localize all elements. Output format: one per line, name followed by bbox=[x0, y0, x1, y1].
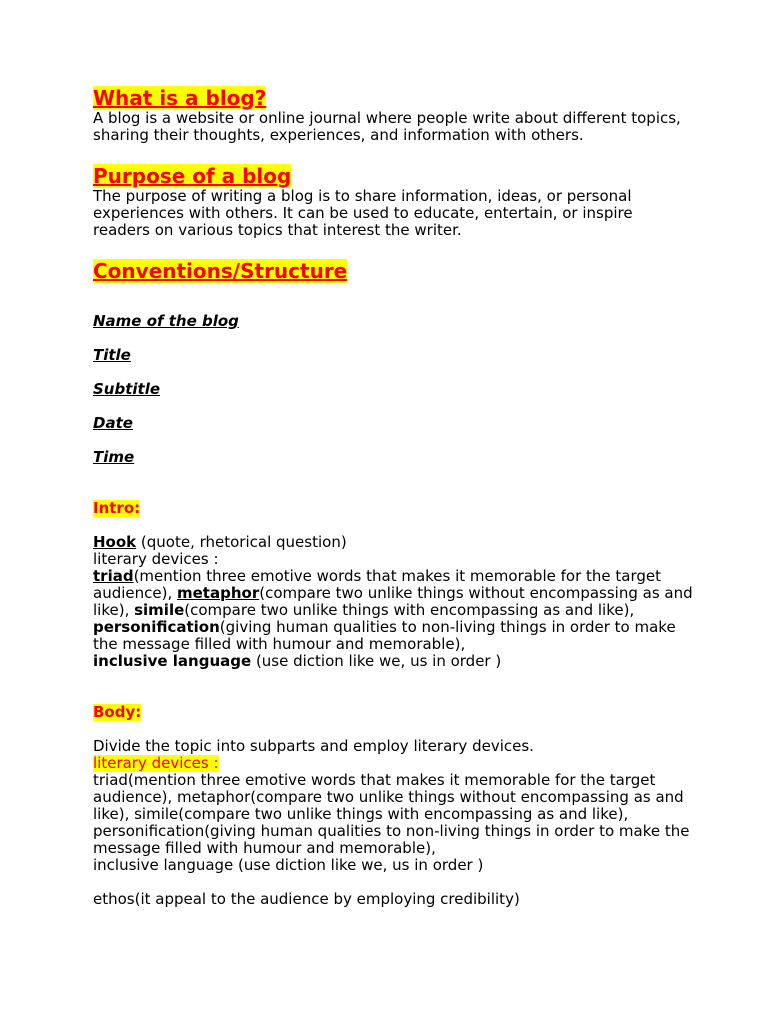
intro-devices-label: literary devices : bbox=[93, 550, 219, 568]
paragraph-what-is-a-blog: A blog is a website or online journal where people write about different topics, sharing their thoughts, experiences, and information with others. bbox=[93, 109, 681, 144]
heading-what-is-a-blog: What is a blog? bbox=[93, 86, 267, 110]
inclusive-language-term: inclusive language bbox=[93, 652, 252, 670]
inclusive-language-description: (use diction like we, us in order ) bbox=[251, 652, 502, 670]
triad-description: (mention three emotive words that makes it memorable for the target audience), bbox=[93, 567, 661, 602]
intro-inclusive-line bbox=[93, 653, 693, 670]
heading-purpose-of-a-blog: Purpose of a blog bbox=[93, 164, 292, 188]
heading-conventions-structure: Conventions/Structure bbox=[93, 259, 348, 283]
intro-hook-line bbox=[93, 534, 693, 551]
paragraph-purpose-of-a-blog: The purpose of writing a blog is to share information, ideas, or personal experiences with others. It can be used to educate, entertain, or inspire readers on various topics that interest the writer. bbox=[93, 187, 633, 239]
intro-devices-paragraph bbox=[93, 568, 693, 653]
metaphor-description: (compare two unlike things without encompassing as and like), bbox=[93, 584, 693, 619]
convention-time: Time bbox=[93, 448, 135, 466]
personification-description: (giving human qualities to non-living things in order to make the message filled with humour and memorable), bbox=[93, 618, 676, 653]
simile-description: (compare two unlike things with encompassing as and like), bbox=[184, 601, 635, 619]
body-inclusive-line: inclusive language (use diction like we, us in order ) bbox=[93, 856, 484, 874]
triad-term: triad bbox=[93, 567, 134, 585]
body-devices-label: literary devices : bbox=[93, 754, 219, 772]
hook-description: (quote, rhetorical question) bbox=[136, 533, 347, 551]
body-devices-paragraph: triad(mention three emotive words that makes it memorable for the target audience), metaphor(compare two unlike things without encompassing as and like), simile(compare two unlike things with encompassing as and like), personification(giving human qualities to non-living things in order to make the message filled with humour and memorable), bbox=[93, 771, 690, 857]
hook-term: Hook bbox=[93, 533, 137, 551]
convention-subtitle: Subtitle bbox=[93, 380, 161, 398]
metaphor-term: metaphor bbox=[177, 584, 260, 602]
convention-date: Date bbox=[93, 414, 133, 432]
simile-term: simile bbox=[134, 601, 185, 619]
convention-title: Title bbox=[93, 346, 131, 364]
document-page bbox=[93, 86, 693, 908]
intro-label: Intro: bbox=[93, 499, 141, 517]
convention-name-of-the-blog: Name of the blog bbox=[93, 312, 239, 330]
personification-term: personification bbox=[93, 618, 220, 636]
body-label: Body: bbox=[93, 703, 142, 721]
body-intro-line: Divide the topic into subparts and employ literary devices. bbox=[93, 737, 534, 755]
body-ethos-line: ethos(it appeal to the audience by employing credibility) bbox=[93, 890, 520, 908]
